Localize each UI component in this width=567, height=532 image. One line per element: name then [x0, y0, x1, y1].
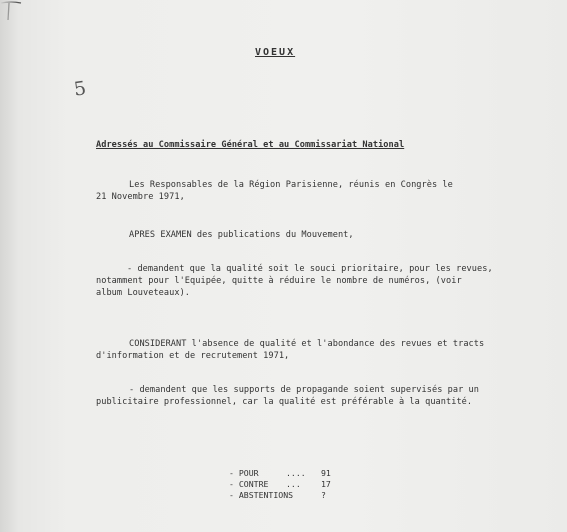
demand-1-line-1: - demandent que la qualité soit le souci prioritaire, pour les revues,	[127, 264, 493, 274]
vote-label: - ABSTENTIONS	[229, 490, 294, 500]
document-title: VOEUX	[255, 47, 296, 58]
vote-row	[229, 490, 349, 501]
vote-label: - CONTRE	[229, 479, 269, 489]
demand-2-line-2: publicitaire professionnel, car la qualité est préférable à la quantité.	[96, 397, 473, 407]
vote-value: ?	[321, 490, 326, 500]
vote-tally	[229, 468, 349, 501]
intro-line-1: Les Responsables de la Région Parisienne, réunis en Congrès le	[129, 180, 453, 190]
vote-row	[229, 479, 349, 490]
vote-row	[229, 468, 349, 479]
intro-line-2: 21 Novembre 1971,	[96, 192, 185, 202]
vote-dots: ....	[286, 468, 306, 478]
demand-2-line-1: - demandent que les supports de propagande soient supervisés par un	[129, 385, 479, 395]
vote-value: 17	[321, 479, 331, 489]
handwritten-number: 5	[72, 77, 88, 101]
address-heading: Adressés au Commissaire Général et au Commissariat National	[96, 140, 405, 150]
demand-1-line-3: album Louveteaux).	[96, 288, 191, 298]
clause-apres-examen: APRES EXAMEN des publications du Mouvement,	[129, 230, 354, 240]
demand-1-line-2: notamment pour l'Equipée, quitte à réduire le nombre de numéros, (voir	[96, 276, 462, 286]
vote-label: - POUR	[229, 468, 259, 478]
clause-considerant-line-1: CONSIDERANT l'absence de qualité et l'abondance des revues et tracts	[129, 339, 485, 349]
vote-dots: ...	[286, 479, 301, 489]
vote-value: 91	[321, 468, 331, 478]
clause-considerant-line-2: d'information et de recrutement 1971,	[96, 351, 290, 361]
paper-fold-shadow	[0, 0, 18, 532]
